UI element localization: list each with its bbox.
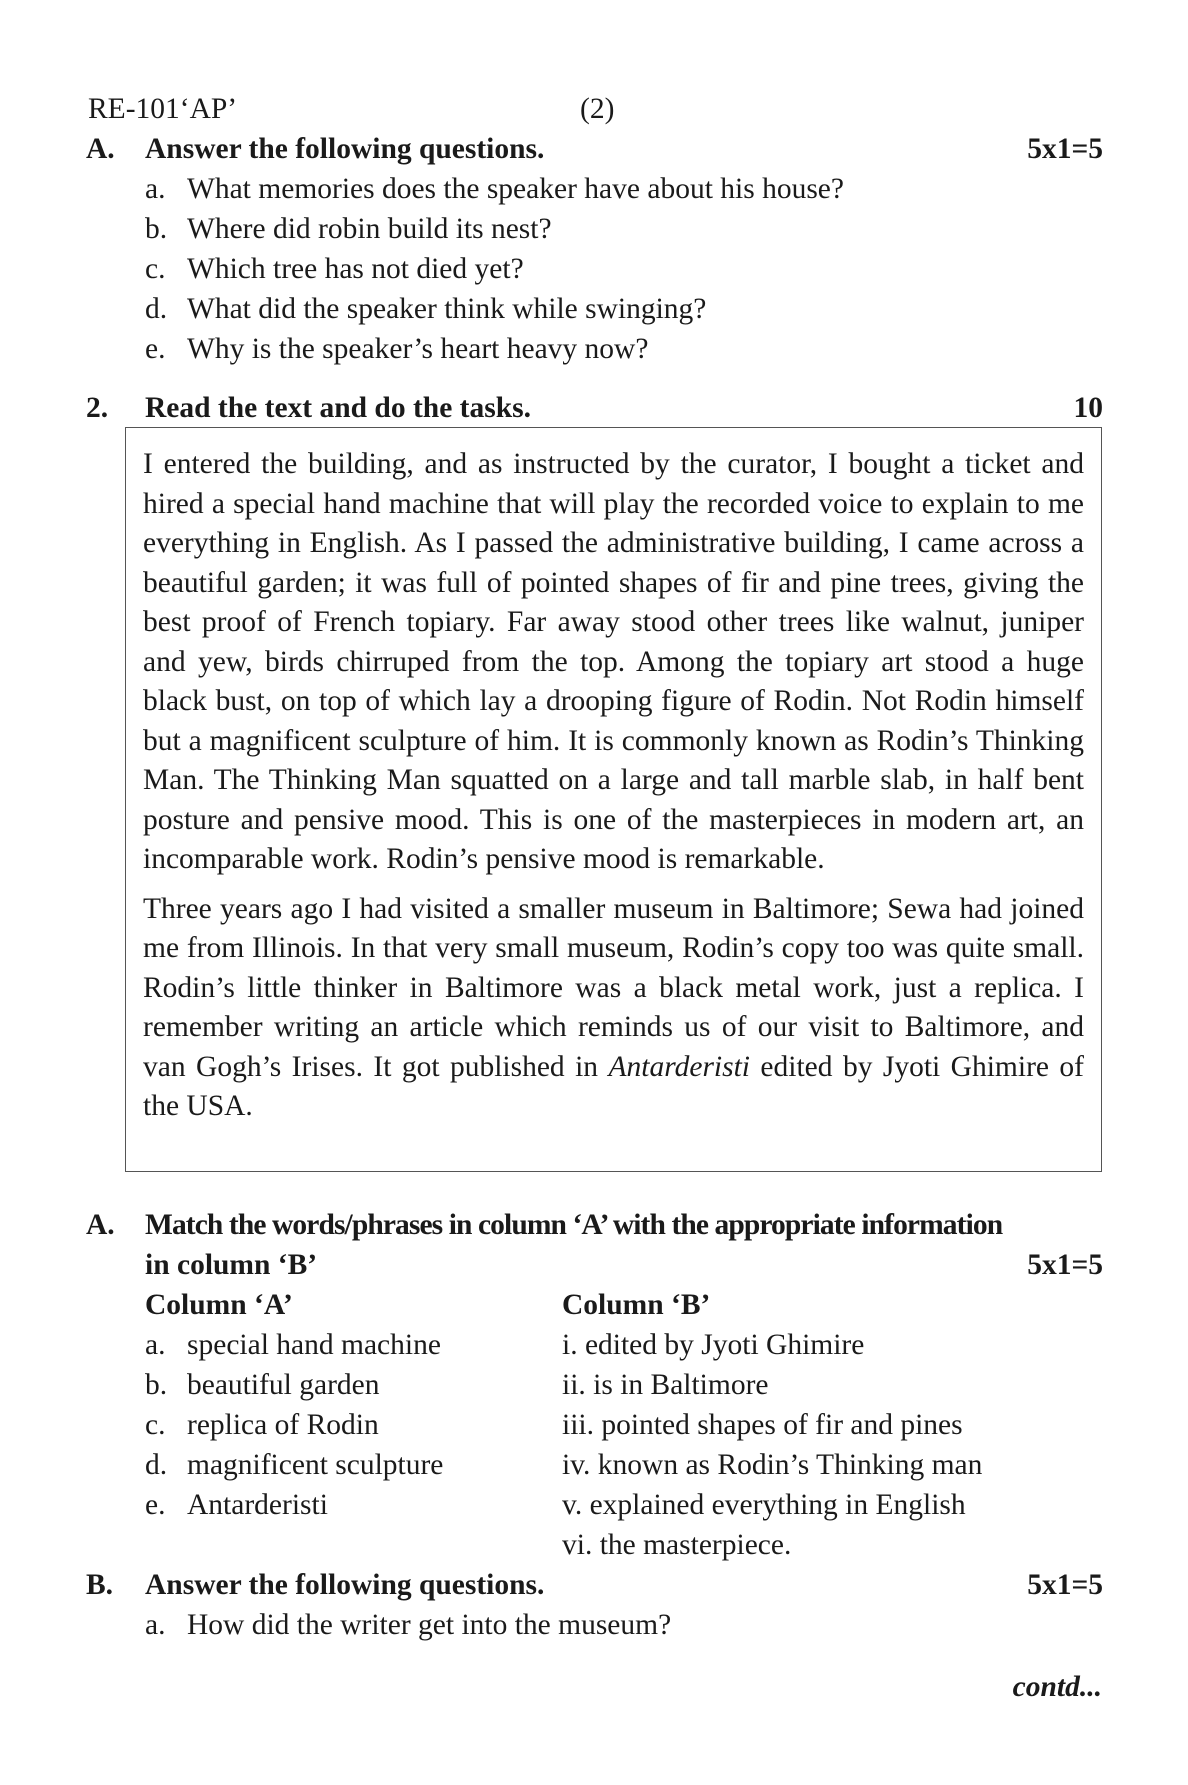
question-item — [145, 209, 552, 249]
question-item — [145, 169, 844, 209]
question-letter: c. — [145, 253, 166, 285]
item-letter: a. — [145, 1329, 166, 1361]
question-text: How did the writer get into the museum? — [187, 1609, 672, 1641]
question-item — [145, 249, 524, 289]
paper-code: RE-101‘AP’ — [88, 93, 238, 125]
continued-note: contd... — [1012, 1671, 1102, 1703]
section-title-continued: in column ‘B’ — [145, 1249, 318, 1281]
column-a-item — [145, 1445, 443, 1485]
item-letter: c. — [145, 1409, 166, 1441]
section-title: Read the text and do the tasks. — [145, 392, 531, 424]
section-marks: 5x1=5 — [1027, 133, 1103, 165]
section-title: Match the words/phrases in column ‘A’ with the appropriate information — [145, 1209, 1003, 1241]
question-text: Why is the speaker’s heart heavy now? — [187, 333, 649, 365]
item-text: replica of Rodin — [187, 1409, 379, 1441]
question-text: Where did robin build its nest? — [187, 213, 552, 245]
column-a-item — [145, 1485, 328, 1525]
column-a-item — [145, 1405, 379, 1445]
question-letter: b. — [145, 213, 168, 245]
item-letter: b. — [145, 1369, 168, 1401]
question-item — [145, 1605, 671, 1645]
section-title: Answer the following questions. — [145, 1569, 545, 1601]
section-marks: 5x1=5 — [1027, 1569, 1103, 1601]
column-b-item: i. edited by Jyoti Ghimire — [562, 1329, 865, 1361]
column-a-header: Column ‘A’ — [145, 1289, 293, 1321]
reading-passage-box — [125, 427, 1102, 1172]
question-item — [145, 329, 648, 369]
item-text: beautiful garden — [187, 1369, 380, 1401]
column-b-item: ii. is in Baltimore — [562, 1369, 769, 1401]
column-a-item — [145, 1365, 380, 1405]
passage-paragraph-1: I entered the building, and as instructed by the curator, I bought a ticket and hired a special hand machine that will play the recorded voice to explain to me everything in English. As I passed the administrative building, I came across a beautiful garden; it was full of pointed shapes of fir and pine trees, giving the best proof of French topiary. Far away stood other trees like walnut, juniper and yew, birds chirruped from the top. Among the topiary art stood a huge black bust, on top of which lay a drooping figure of Rodin. Not Rodin himself but a magnificent sculpture of him. It is commonly known as Rodin’s Thinking Man. The Thinking Man squatted on a large and tall marble slab, in half bent posture and pensive mood. This is one of the masterpieces in modern art, an incomparable work. Rodin’s pensive mood is remarkable. — [143, 448, 1084, 875]
column-b-item: iv. known as Rodin’s Thinking man — [562, 1449, 983, 1481]
column-b-header: Column ‘B’ — [562, 1289, 711, 1321]
question-letter: e. — [145, 333, 166, 365]
question-letter: a. — [145, 173, 166, 205]
section-label: B. — [86, 1569, 114, 1601]
item-letter: e. — [145, 1489, 166, 1521]
item-letter: d. — [145, 1449, 168, 1481]
section-2a-heading-line2 — [0, 1245, 1188, 1285]
column-a-item — [145, 1325, 441, 1365]
page-number: (2) — [580, 93, 615, 125]
section-2b-heading — [0, 1565, 1188, 1605]
question-letter: a. — [145, 1609, 166, 1641]
question-item — [145, 289, 706, 329]
item-text: Antarderisti — [187, 1489, 328, 1521]
column-b-item: vi. the masterpiece. — [562, 1529, 792, 1561]
question-text: What did the speaker think while swinging? — [187, 293, 707, 325]
column-b-item: iii. pointed shapes of fir and pines — [562, 1409, 963, 1441]
section-title: Answer the following questions. — [145, 133, 545, 165]
section-marks: 10 — [1073, 392, 1103, 424]
question-text: What memories does the speaker have about his house? — [187, 173, 844, 205]
question-letter: d. — [145, 293, 168, 325]
section-label: A. — [86, 133, 115, 165]
section-2a-heading — [0, 1205, 1188, 1245]
item-text: magnificent sculpture — [187, 1449, 444, 1481]
item-text: special hand machine — [187, 1329, 441, 1361]
section-label: A. — [86, 1209, 115, 1241]
passage-paragraph-2 — [143, 890, 1084, 1127]
question-text: Which tree has not died yet? — [187, 253, 524, 285]
section-marks: 5x1=5 — [1027, 1249, 1103, 1281]
section-2-heading — [0, 388, 1188, 428]
column-b-item: v. explained everything in English — [562, 1489, 966, 1521]
section-label: 2. — [86, 392, 109, 424]
passage-paragraph-2-text: Three years ago I had visited a smaller museum in Baltimore; Sewa had joined me from Illinois. In that very small museum, Rodin’s copy too was quite small. Rodin’s little thinker in Baltimore was a black metal work, just a replica. I remember writing an article which reminds us of our visit to Baltimore, and van Gogh’s Irises. It got published in — [143, 892, 1084, 1083]
section-a-heading — [0, 129, 1188, 169]
passage-paragraph-2-end: edited by Jyoti Ghimire of the USA. — [143, 1050, 1084, 1122]
magazine-title: Antarderisti — [608, 1050, 750, 1083]
